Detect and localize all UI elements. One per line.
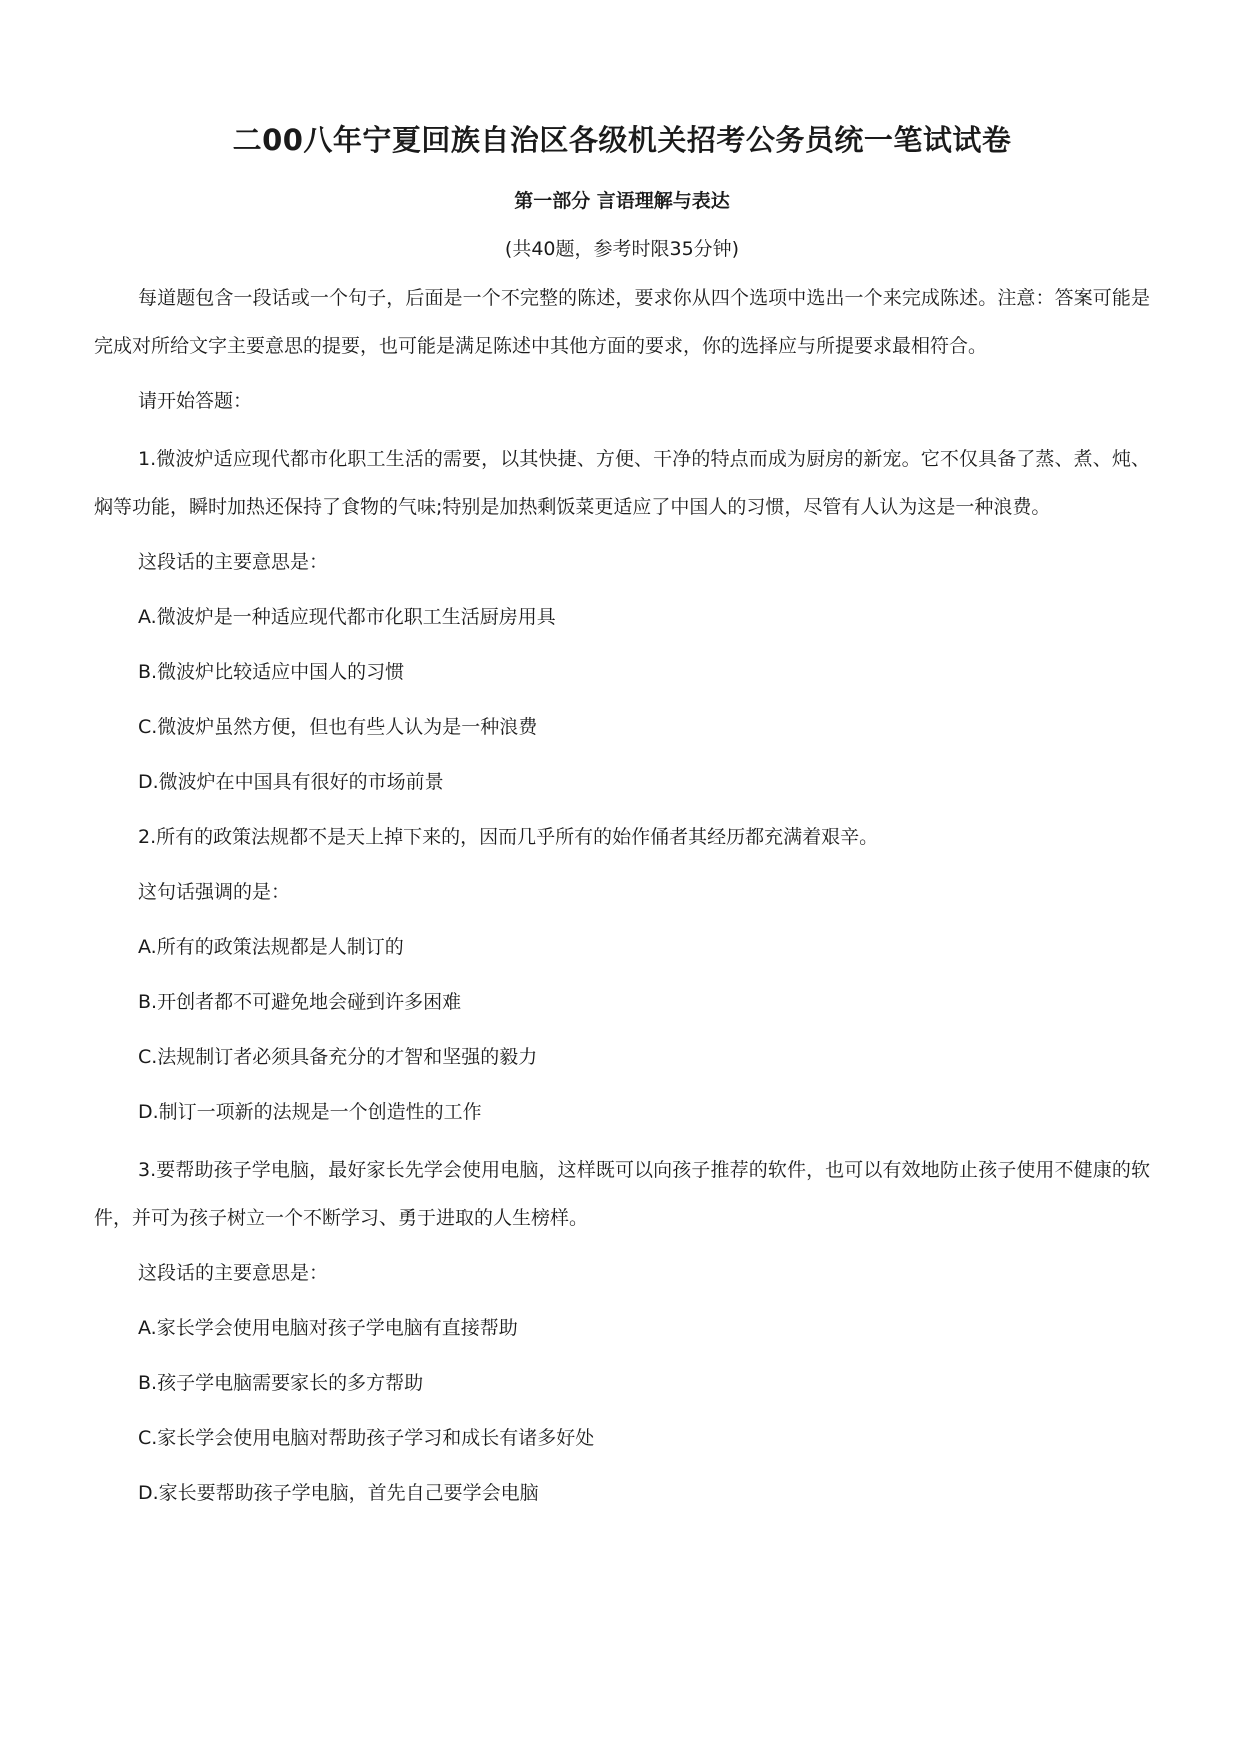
option-1a: A.微波炉是一种适应现代都市化职工生活厨房用具	[138, 606, 556, 628]
question-prompt-1: 这段话的主要意思是：	[138, 551, 329, 573]
start-prompt: 请开始答题：	[138, 390, 253, 412]
question-prompt-3: 这段话的主要意思是：	[138, 1262, 329, 1284]
option-2b: B.开创者都不可避免地会碰到许多困难	[138, 991, 462, 1013]
question-stem-1: 1.微波炉适应现代都市化职工生活的需要，以其快捷、方便、干净的特点而成为厨房的新宠。它不仅具备了蒸、煮、炖、焖等功能，瞬时加热还保持了食物的气味;特别是加热剩饭菜更适应了中国人的习惯，尽管有人认为这是一种浪费。	[94, 448, 1150, 518]
exam-title: 二00八年宁夏回族自治区各级机关招考公务员统一笔试试卷	[232, 123, 1012, 157]
option-1b: B.微波炉比较适应中国人的习惯	[138, 661, 405, 683]
question-stem-3: 3.要帮助孩子学电脑，最好家长先学会使用电脑，这样既可以向孩子推荐的软件，也可以有效地防止孩子使用不健康的软件，并可为孩子树立一个不断学习、勇于进取的人生榜样。	[94, 1159, 1150, 1229]
time-note: (共40题，参考时限35分钟)	[504, 238, 740, 260]
option-2c: C.法规制订者必须具备充分的才智和坚强的毅力	[138, 1046, 538, 1068]
instructions: 每道题包含一段话或一个句子，后面是一个不完整的陈述，要求你从四个选项中选出一个来完成陈述。注意：答案可能是完成对所给文字主要意思的提要，也可能是满足陈述中其他方面的要求，你的选择应与所提要求最相符合。	[94, 287, 1150, 357]
question-stem-2: 2.所有的政策法规都不是天上掉下来的，因而几乎所有的始作俑者其经历都充满着艰辛。	[138, 826, 879, 848]
option-1d: D.微波炉在中国具有很好的市场前景	[138, 771, 444, 793]
option-3b: B.孩子学电脑需要家长的多方帮助	[138, 1372, 424, 1394]
option-3c: C.家长学会使用电脑对帮助孩子学习和成长有诸多好处	[138, 1427, 595, 1449]
question-prompt-2: 这句话强调的是：	[138, 881, 291, 903]
option-1c: C.微波炉虽然方便，但也有些人认为是一种浪费	[138, 716, 538, 738]
option-2d: D.制订一项新的法规是一个创造性的工作	[138, 1101, 482, 1123]
option-2a: A.所有的政策法规都是人制订的	[138, 936, 404, 958]
part-title: 第一部分 言语理解与表达	[514, 190, 730, 212]
option-3d: D.家长要帮助孩子学电脑，首先自己要学会电脑	[138, 1482, 539, 1504]
option-3a: A.家长学会使用电脑对孩子学电脑有直接帮助	[138, 1317, 518, 1339]
